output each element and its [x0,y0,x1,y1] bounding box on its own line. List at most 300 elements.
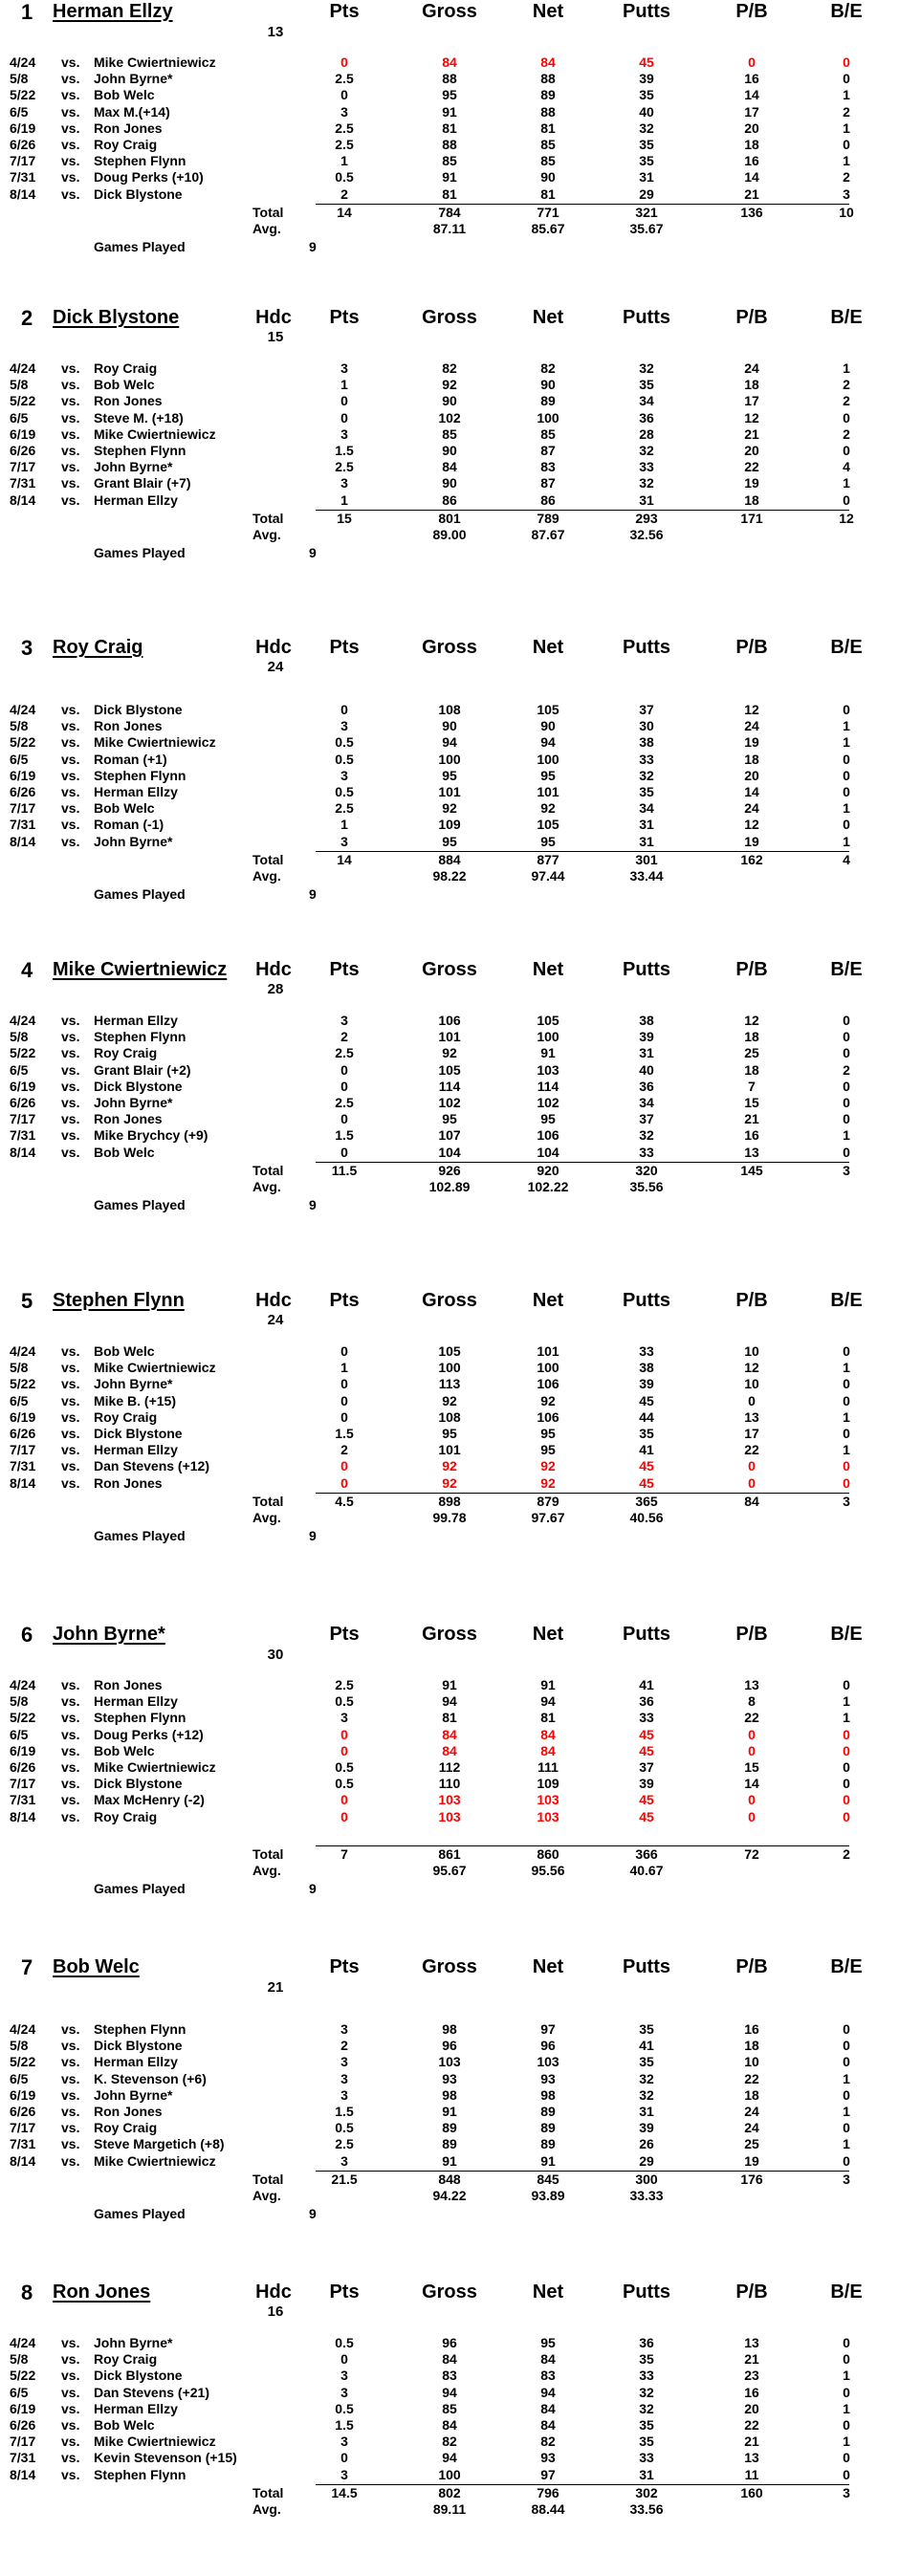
cell-gross: 88 [442,137,457,152]
total-pts: 7 [340,1845,348,1862]
cell-pts: 0.5 [335,2120,354,2136]
cell-pts: 1 [340,817,348,833]
vs-label: vs. [61,2384,80,2400]
cell-pb: 16 [744,1127,759,1144]
opponent-name: John Byrne* [94,459,173,475]
match-row [0,360,854,377]
match-row [0,459,854,475]
opponent-name: Mike Cwiertniewicz [94,1360,216,1376]
cell-pts: 2.5 [335,1045,354,1061]
cell-pb: 0 [748,1726,756,1742]
match-row [0,2450,854,2466]
cell-be: 0 [843,137,850,152]
cell-gross: 94 [442,2384,457,2400]
cell-putts: 39 [639,1776,654,1792]
cell-gross: 106 [438,1013,461,1028]
match-row [0,800,854,817]
cell-net: 92 [540,1392,556,1408]
cell-pb: 12 [744,409,759,426]
opponent-name: Roy Craig [94,137,158,152]
match-date: 8/14 [10,1474,36,1491]
handicap-value: 16 [267,2303,284,2320]
vs-label: vs. [61,1343,80,1359]
cell-pts: 0.5 [335,1693,354,1710]
cell-putts: 37 [639,1759,654,1775]
match-date: 5/8 [10,2038,29,2054]
match-row [0,1809,854,1825]
cell-putts: 45 [639,1392,654,1408]
match-row [0,393,854,409]
match-date: 8/14 [10,1808,36,1824]
total-be: 10 [839,204,854,220]
opponent-name: Ron Jones [94,120,163,136]
match-date: 4/24 [10,1343,36,1359]
column-header-gross: Gross [422,959,477,980]
cell-be: 1 [843,2136,850,2152]
total-be: 2 [843,1845,850,1862]
total-net: 789 [537,510,559,526]
cell-gross: 100 [438,751,461,767]
opponent-name: Bob Welc [94,377,155,393]
opponent-name: Ron Jones [94,393,163,409]
match-date: 6/26 [10,1426,36,1441]
cell-be: 1 [843,2368,850,2384]
cell-net: 94 [540,1693,556,1710]
cell-pts: 0 [340,1408,348,1425]
cell-net: 89 [540,2104,556,2119]
column-header-putts: Putts [623,959,670,980]
cell-pb: 25 [744,1045,759,1061]
cell-pts: 1 [340,153,348,169]
match-date: 6/19 [10,426,36,442]
cell-pts: 0.5 [335,751,354,767]
cell-putts: 31 [639,833,654,849]
vs-label: vs. [61,800,80,817]
opponent-name: Stephen Flynn [94,443,186,458]
cell-putts: 45 [639,55,654,70]
total-gross: 898 [438,1493,461,1509]
vs-label: vs. [61,426,80,442]
games-played-value: 9 [309,1881,317,1897]
player-name: Roy Craig [53,637,143,658]
match-row [0,410,854,426]
cell-pts: 3 [340,2434,348,2450]
match-row [0,1360,854,1376]
match-date: 5/22 [10,1710,36,1726]
cell-be: 0 [843,767,850,783]
match-row [0,2467,854,2483]
cell-gross: 113 [438,1376,461,1392]
cell-pb: 11 [744,2466,759,2482]
cell-pb: 12 [744,1360,759,1376]
match-row [0,1095,854,1111]
opponent-name: Doug Perks (+10) [94,169,204,186]
match-row [0,1409,854,1426]
cell-be: 1 [843,718,850,734]
opponent-name: Dick Blystone [94,2038,183,2054]
vs-label: vs. [61,2136,80,2152]
cell-pts: 2 [340,2038,348,2054]
match-row [0,1710,854,1726]
cell-pb: 12 [744,1013,759,1028]
vs-label: vs. [61,718,80,734]
cell-pb: 21 [744,426,759,442]
column-header-be: B/E [830,1624,863,1645]
cell-be: 1 [843,153,850,169]
total-gross: 784 [438,204,461,220]
cell-net: 92 [540,1458,556,1474]
vs-label: vs. [61,1078,80,1094]
column-header-pts: Pts [329,959,360,980]
cell-putts: 45 [639,1742,654,1758]
vs-label: vs. [61,702,80,717]
cell-gross: 90 [442,443,457,458]
opponent-name: Max M.(+14) [94,103,170,120]
cell-be: 2 [843,377,850,393]
total-be: 3 [843,2171,850,2187]
opponent-name: Bob Welc [94,87,155,103]
cell-pb: 13 [744,2335,759,2350]
total-pb: 162 [740,851,763,867]
opponent-name: John Byrne* [94,71,173,87]
match-date: 5/8 [10,71,29,87]
player-rank: 7 [21,1955,33,1979]
player-rank: 3 [21,636,33,660]
cell-gross: 102 [438,1095,461,1110]
cell-net: 91 [540,1677,556,1692]
total-be: 3 [843,1162,850,1178]
cell-pb: 10 [744,1376,759,1392]
cell-net: 103 [537,1792,559,1808]
player-name: Bob Welc [53,1956,140,1977]
opponent-name: Stephen Flynn [94,2021,186,2037]
cell-pb: 16 [744,153,759,169]
cell-pb: 12 [744,817,759,833]
opponent-name: Dan Stevens (+21) [94,2384,209,2400]
opponent-name: Mike Cwiertniewicz [94,55,216,70]
cell-pts: 3 [340,2466,348,2482]
match-row [0,71,854,87]
opponent-name: Ron Jones [94,1677,163,1692]
cell-putts: 35 [639,2434,654,2450]
opponent-name: Roy Craig [94,1408,158,1425]
cell-putts: 40 [639,103,654,120]
total-label: Total [252,851,284,867]
column-header-putts: Putts [623,1624,670,1645]
total-pb: 176 [740,2171,763,2187]
avg-gross: 102.89 [428,1179,471,1194]
vs-label: vs. [61,1442,80,1458]
match-row [0,1458,854,1474]
match-row [0,1127,854,1144]
cell-be: 0 [843,1474,850,1491]
games-played-value: 9 [309,545,317,561]
vs-label: vs. [61,1677,80,1692]
cell-putts: 44 [639,1408,654,1425]
cell-putts: 31 [639,1045,654,1061]
avg-putts: 35.56 [629,1179,664,1194]
total-be: 3 [843,2484,850,2500]
cell-net: 111 [537,1759,559,1775]
cell-be: 0 [843,71,850,87]
cell-gross: 95 [442,87,457,103]
cell-be: 0 [843,2054,850,2070]
opponent-name: Doug Perks (+12) [94,1726,204,1742]
vs-label: vs. [61,2152,80,2169]
match-date: 6/19 [10,1742,36,1758]
cell-gross: 108 [438,1408,461,1425]
cell-pts: 2.5 [335,1095,354,1110]
vs-label: vs. [61,1693,80,1710]
match-row [0,718,854,734]
cell-net: 95 [540,1442,556,1458]
games-played-value: 9 [309,2206,317,2222]
avg-putts: 40.56 [629,1510,664,1525]
cell-net: 91 [540,1045,556,1061]
column-header-putts: Putts [623,1,670,22]
cell-pb: 20 [744,767,759,783]
cell-putts: 31 [639,169,654,186]
cell-be: 1 [843,360,850,376]
cell-pts: 0 [340,1808,348,1824]
column-header-pts: Pts [329,307,360,328]
cell-gross: 85 [442,426,457,442]
cell-gross: 95 [442,833,457,849]
cell-pb: 0 [748,1742,756,1758]
match-date: 7/31 [10,2136,36,2152]
cell-net: 105 [537,702,559,717]
player-name: Stephen Flynn [53,1290,185,1311]
games-played-value: 9 [309,1197,317,1213]
column-header-gross: Gross [422,1624,477,1645]
cell-pb: 24 [744,2120,759,2136]
opponent-name: Steve Margetich (+8) [94,2136,225,2152]
cell-pts: 3 [340,1710,348,1726]
total-pts: 15 [337,510,352,526]
cell-pb: 18 [744,137,759,152]
cell-putts: 35 [639,2021,654,2037]
match-date: 6/19 [10,2086,36,2103]
vs-label: vs. [61,443,80,458]
opponent-name: Stephen Flynn [94,2466,186,2482]
cell-be: 0 [843,443,850,458]
match-row [0,1475,854,1492]
cell-pts: 3 [340,2152,348,2169]
cell-pts: 1 [340,377,348,393]
cell-net: 94 [540,2384,556,2400]
match-date: 6/5 [10,103,29,120]
cell-net: 89 [540,393,556,409]
match-date: 8/14 [10,2466,36,2482]
match-date: 7/17 [10,1776,36,1792]
cell-putts: 36 [639,1078,654,1094]
match-date: 6/26 [10,443,36,458]
cell-putts: 36 [639,1693,654,1710]
player-rank: 2 [21,306,33,330]
vs-label: vs. [61,1792,80,1808]
cell-putts: 35 [639,784,654,799]
opponent-name: Steve M. (+18) [94,409,184,426]
avg-putts: 40.67 [629,1863,664,1878]
vs-label: vs. [61,767,80,783]
cell-pts: 0 [340,1376,348,1392]
opponent-name: Grant Blair (+7) [94,475,191,491]
cell-putts: 37 [639,702,654,717]
match-date: 4/24 [10,360,36,376]
column-header-putts: Putts [623,1956,670,1977]
cell-gross: 94 [442,1693,457,1710]
match-row [0,1442,854,1458]
cell-putts: 35 [639,2417,654,2433]
cell-be: 0 [843,1343,850,1359]
match-row [0,377,854,393]
cell-pb: 0 [748,1808,756,1824]
cell-pts: 0 [340,1144,348,1160]
cell-putts: 31 [639,817,654,833]
cell-gross: 95 [442,1426,457,1441]
match-date: 6/19 [10,1078,36,1094]
avg-gross: 98.22 [432,868,467,884]
match-row [0,1693,854,1710]
match-row [0,55,854,71]
vs-label: vs. [61,2417,80,2433]
cell-pts: 0 [340,1742,348,1758]
total-net: 920 [537,1162,559,1178]
cell-be: 0 [843,2335,850,2350]
match-date: 4/24 [10,702,36,717]
cell-putts: 38 [639,1360,654,1376]
vs-label: vs. [61,2368,80,2384]
cell-be: 0 [843,2450,850,2466]
cell-gross: 91 [442,169,457,186]
cell-pts: 3 [340,426,348,442]
match-date: 7/31 [10,169,36,186]
cell-be: 1 [843,1442,850,1458]
vs-label: vs. [61,1742,80,1758]
cell-pts: 3 [340,2054,348,2070]
cell-putts: 32 [639,2384,654,2400]
vs-label: vs. [61,1013,80,1028]
opponent-name: Herman Ellzy [94,2400,178,2416]
cell-net: 94 [540,734,556,751]
cell-putts: 30 [639,718,654,734]
vs-label: vs. [61,137,80,152]
handicap-value: 24 [267,659,284,675]
match-row [0,153,854,169]
match-row [0,1426,854,1442]
match-row [0,137,854,153]
cell-putts: 34 [639,1095,654,1110]
games-played-label: Games Played [94,1528,186,1544]
cell-pb: 24 [744,2104,759,2119]
cell-gross: 92 [442,1474,457,1491]
match-date: 7/31 [10,817,36,833]
match-date: 4/24 [10,2021,36,2037]
cell-putts: 45 [639,1458,654,1474]
match-row [0,104,854,120]
match-row [0,1393,854,1409]
match-date: 6/26 [10,1759,36,1775]
cell-be: 0 [843,1144,850,1160]
cell-net: 83 [540,459,556,475]
cell-be: 0 [843,751,850,767]
match-date: 5/8 [10,377,29,393]
total-putts: 365 [635,1493,658,1509]
avg-putts: 33.33 [629,2188,664,2203]
cell-pts: 2 [340,1029,348,1045]
cell-putts: 41 [639,2038,654,2054]
cell-pb: 18 [744,1029,759,1045]
hdc-header: Hdc [255,2281,292,2303]
cell-net: 95 [540,833,556,849]
avg-gross: 89.11 [432,2501,467,2517]
cell-be: 1 [843,1710,850,1726]
cell-gross: 98 [442,2086,457,2103]
cell-pts: 0 [340,1726,348,1742]
total-pb: 171 [740,510,763,526]
cell-pb: 17 [744,103,759,120]
match-row [0,2335,854,2351]
cell-gross: 101 [438,784,461,799]
match-date: 7/31 [10,2450,36,2466]
opponent-name: Mike B. (+15) [94,1392,176,1408]
cell-net: 84 [540,1742,556,1758]
cell-net: 95 [540,767,556,783]
column-header-pb: P/B [735,1,768,22]
match-date: 6/5 [10,1061,29,1078]
cell-net: 93 [540,2070,556,2086]
cell-putts: 32 [639,1127,654,1144]
cell-net: 90 [540,718,556,734]
cell-putts: 35 [639,137,654,152]
cell-net: 84 [540,55,556,70]
vs-label: vs. [61,2120,80,2136]
match-date: 6/26 [10,1095,36,1110]
cell-pb: 21 [744,2434,759,2450]
hdc-header: Hdc [255,959,292,980]
vs-label: vs. [61,1360,80,1376]
cell-putts: 35 [639,87,654,103]
vs-label: vs. [61,1127,80,1144]
cell-be: 0 [843,2152,850,2169]
cell-pts: 0 [340,1474,348,1491]
opponent-name: Ron Jones [94,1111,163,1127]
total-putts: 321 [635,204,658,220]
cell-be: 1 [843,1693,850,1710]
match-date: 6/5 [10,1392,29,1408]
cell-putts: 32 [639,120,654,136]
total-pts: 4.5 [335,1493,354,1509]
cell-net: 101 [537,784,559,799]
opponent-name: Bob Welc [94,1742,155,1758]
cell-gross: 84 [442,55,457,70]
cell-net: 87 [540,443,556,458]
player-rank: 4 [21,958,33,982]
cell-gross: 92 [442,800,457,817]
cell-putts: 36 [639,409,654,426]
vs-label: vs. [61,120,80,136]
match-date: 7/31 [10,1458,36,1474]
match-date: 6/26 [10,2417,36,2433]
cell-be: 0 [843,2021,850,2037]
vs-label: vs. [61,2434,80,2450]
vs-label: vs. [61,1376,80,1392]
cell-pb: 0 [748,55,756,70]
cell-gross: 86 [442,491,457,508]
cell-be: 0 [843,491,850,508]
vs-label: vs. [61,103,80,120]
cell-pb: 19 [744,833,759,849]
